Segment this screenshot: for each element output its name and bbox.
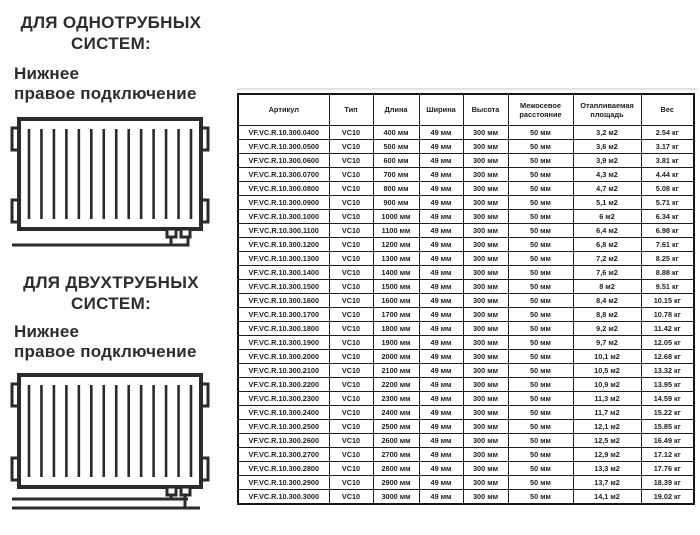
table-header-cell: Межосевое расстояние — [508, 94, 573, 126]
table-cell: 2200 мм — [373, 378, 419, 392]
table-row — [238, 182, 694, 196]
table-cell: VF.VC.R.10.300.1700 — [238, 308, 329, 322]
table-cell: 300 мм — [463, 126, 508, 140]
table-cell: 3,2 м2 — [573, 126, 641, 140]
table-cell: 50 мм — [508, 266, 573, 280]
table-row — [238, 196, 694, 210]
table-cell: VC10 — [329, 350, 373, 364]
table-cell: VF.VC.R.10.300.1000 — [238, 210, 329, 224]
table-cell: VC10 — [329, 126, 373, 140]
table-cell: 50 мм — [508, 490, 573, 505]
table-cell: 3,6 м2 — [573, 140, 641, 154]
table-cell: 300 мм — [463, 406, 508, 420]
table-cell: 49 мм — [419, 392, 463, 406]
table-cell: 50 мм — [508, 280, 573, 294]
table-cell: 50 мм — [508, 476, 573, 490]
table-cell: 3.81 кг — [641, 154, 694, 168]
table-cell: 2100 мм — [373, 364, 419, 378]
table-row — [238, 210, 694, 224]
table-cell: 13,7 м2 — [573, 476, 641, 490]
table-cell: 2000 мм — [373, 350, 419, 364]
table-cell: 50 мм — [508, 336, 573, 350]
table-cell: VC10 — [329, 490, 373, 505]
table-cell: 300 мм — [463, 392, 508, 406]
table-cell: 50 мм — [508, 210, 573, 224]
table-cell: VF.VC.R.10.300.1400 — [238, 266, 329, 280]
table-cell: VC10 — [329, 448, 373, 462]
table-cell: 49 мм — [419, 252, 463, 266]
table-cell: 300 мм — [463, 420, 508, 434]
table-cell: 4.44 кг — [641, 168, 694, 182]
table-cell: 300 мм — [463, 434, 508, 448]
table-cell: VC10 — [329, 266, 373, 280]
table-cell: 900 мм — [373, 196, 419, 210]
table-cell: 3000 мм — [373, 490, 419, 505]
table-cell: 5,1 м2 — [573, 196, 641, 210]
table-cell: VC10 — [329, 182, 373, 196]
table-cell: 7.61 кг — [641, 238, 694, 252]
table-cell: 400 мм — [373, 126, 419, 140]
table-cell: 2900 мм — [373, 476, 419, 490]
table-cell: 50 мм — [508, 378, 573, 392]
table-cell: 5.08 кг — [641, 182, 694, 196]
table-cell: VF.VC.R.10.300.0500 — [238, 140, 329, 154]
table-row — [238, 420, 694, 434]
table-cell: 300 мм — [463, 294, 508, 308]
table-cell: 49 мм — [419, 154, 463, 168]
table-cell: 800 мм — [373, 182, 419, 196]
table-cell: 300 мм — [463, 238, 508, 252]
table-cell: 13.95 кг — [641, 378, 694, 392]
radiator-drawing-icon — [10, 114, 212, 254]
table-cell: 50 мм — [508, 294, 573, 308]
table-cell: 49 мм — [419, 210, 463, 224]
table-cell: 12,9 м2 — [573, 448, 641, 462]
table-cell: 8.25 кг — [641, 252, 694, 266]
table-cell: 1000 мм — [373, 210, 419, 224]
table-cell: 50 мм — [508, 350, 573, 364]
table-cell: 50 мм — [508, 182, 573, 196]
table-cell: 50 мм — [508, 154, 573, 168]
table-row — [238, 252, 694, 266]
table-cell: 49 мм — [419, 308, 463, 322]
table-row — [238, 154, 694, 168]
spec-table-body — [238, 126, 694, 505]
table-cell: 49 мм — [419, 322, 463, 336]
table-header-row — [238, 94, 694, 126]
table-row — [238, 140, 694, 154]
table-cell: 13.32 кг — [641, 364, 694, 378]
two-pipe-title-line2: СИСТЕМ: — [71, 294, 151, 313]
table-cell: 49 мм — [419, 168, 463, 182]
table-cell: VC10 — [329, 406, 373, 420]
table-row — [238, 350, 694, 364]
table-cell: 13,3 м2 — [573, 462, 641, 476]
table-cell: 2800 мм — [373, 462, 419, 476]
single-pipe-title-line2: СИСТЕМ: — [71, 34, 151, 53]
table-cell: 12.68 кг — [641, 350, 694, 364]
table-cell: VF.VC.R.10.300.2000 — [238, 350, 329, 364]
table-cell: VC10 — [329, 294, 373, 308]
table-cell: 10,9 м2 — [573, 378, 641, 392]
table-cell: VF.VC.R.10.300.1500 — [238, 280, 329, 294]
single-pipe-connection-line2: правое подключение — [14, 84, 197, 103]
table-cell: 2300 мм — [373, 392, 419, 406]
two-pipe-connection-line2: правое подключение — [14, 342, 197, 361]
table-cell: 4,7 м2 — [573, 182, 641, 196]
table-cell: 15.22 кг — [641, 406, 694, 420]
table-cell: 14,1 м2 — [573, 490, 641, 505]
table-cell: 12.05 кг — [641, 336, 694, 350]
table-cell: 5.71 кг — [641, 196, 694, 210]
table-cell: 1900 мм — [373, 336, 419, 350]
table-cell: 10,1 м2 — [573, 350, 641, 364]
table-cell: 300 мм — [463, 476, 508, 490]
table-header-cell: Вес — [641, 94, 694, 126]
table-cell: 8,4 м2 — [573, 294, 641, 308]
table-cell: 6.34 кг — [641, 210, 694, 224]
table-cell: VF.VC.R.10.300.1900 — [238, 336, 329, 350]
table-cell: 6 м2 — [573, 210, 641, 224]
table-cell: 300 мм — [463, 196, 508, 210]
table-cell: 50 мм — [508, 322, 573, 336]
single-pipe-connection-line1: Нижнее — [14, 64, 80, 83]
table-cell: VF.VC.R.10.300.1300 — [238, 252, 329, 266]
table-row — [238, 378, 694, 392]
table-cell: VC10 — [329, 462, 373, 476]
table-cell: 3,9 м2 — [573, 154, 641, 168]
two-pipe-connection-label — [14, 322, 197, 362]
table-cell: 10,5 м2 — [573, 364, 641, 378]
table-cell: 49 мм — [419, 378, 463, 392]
radiator-spec-table — [237, 93, 695, 505]
table-cell: VC10 — [329, 364, 373, 378]
table-cell: 49 мм — [419, 350, 463, 364]
table-cell: 49 мм — [419, 448, 463, 462]
table-cell: VC10 — [329, 392, 373, 406]
table-cell: 300 мм — [463, 154, 508, 168]
table-cell: 1500 мм — [373, 280, 419, 294]
table-cell: 300 мм — [463, 364, 508, 378]
table-cell: 300 мм — [463, 224, 508, 238]
table-cell: VF.VC.R.10.300.2500 — [238, 420, 329, 434]
table-cell: VF.VC.R.10.300.0400 — [238, 126, 329, 140]
table-cell: 4,3 м2 — [573, 168, 641, 182]
table-row — [238, 308, 694, 322]
table-cell: 50 мм — [508, 392, 573, 406]
table-cell: 300 мм — [463, 308, 508, 322]
table-cell: 1800 мм — [373, 322, 419, 336]
table-cell: VC10 — [329, 196, 373, 210]
table-cell: 50 мм — [508, 196, 573, 210]
table-cell: 2400 мм — [373, 406, 419, 420]
table-row — [238, 476, 694, 490]
table-cell: 300 мм — [463, 168, 508, 182]
table-cell: 49 мм — [419, 462, 463, 476]
table-cell: 300 мм — [463, 210, 508, 224]
table-row — [238, 168, 694, 182]
table-cell: 300 мм — [463, 350, 508, 364]
table-cell: VC10 — [329, 308, 373, 322]
table-cell: 49 мм — [419, 294, 463, 308]
table-cell: 49 мм — [419, 182, 463, 196]
table-cell: 700 мм — [373, 168, 419, 182]
table-cell: VC10 — [329, 140, 373, 154]
table-cell: VF.VC.R.10.300.2700 — [238, 448, 329, 462]
table-cell: 1600 мм — [373, 294, 419, 308]
table-cell: VC10 — [329, 154, 373, 168]
table-cell: 15.85 кг — [641, 420, 694, 434]
single-pipe-connection-label — [14, 64, 197, 104]
table-row — [238, 434, 694, 448]
table-cell: 50 мм — [508, 462, 573, 476]
table-cell: VF.VC.R.10.300.0700 — [238, 168, 329, 182]
table-row — [238, 448, 694, 462]
table-cell: 8 м2 — [573, 280, 641, 294]
table-cell: 7,2 м2 — [573, 252, 641, 266]
table-cell: 50 мм — [508, 448, 573, 462]
table-cell: VF.VC.R.10.300.2900 — [238, 476, 329, 490]
table-cell: 300 мм — [463, 462, 508, 476]
table-cell: 1700 мм — [373, 308, 419, 322]
table-cell: 50 мм — [508, 168, 573, 182]
table-cell: VF.VC.R.10.300.1600 — [238, 294, 329, 308]
table-cell: 1100 мм — [373, 224, 419, 238]
table-cell: 300 мм — [463, 322, 508, 336]
table-cell: VC10 — [329, 280, 373, 294]
table-cell: VF.VC.R.10.300.0800 — [238, 182, 329, 196]
table-cell: 49 мм — [419, 434, 463, 448]
table-header-cell: Отапливаемая площадь — [573, 94, 641, 126]
table-cell: 7,6 м2 — [573, 266, 641, 280]
table-cell: 49 мм — [419, 238, 463, 252]
table-row — [238, 280, 694, 294]
table-cell: 49 мм — [419, 364, 463, 378]
table-cell: 50 мм — [508, 224, 573, 238]
table-row — [238, 322, 694, 336]
table-cell: VF.VC.R.10.300.2100 — [238, 364, 329, 378]
table-row — [238, 364, 694, 378]
table-cell: VF.VC.R.10.300.2600 — [238, 434, 329, 448]
table-header-cell: Артикул — [238, 94, 329, 126]
table-cell: 6.98 кг — [641, 224, 694, 238]
table-cell: VC10 — [329, 322, 373, 336]
table-cell: VC10 — [329, 476, 373, 490]
table-cell: 17.12 кг — [641, 448, 694, 462]
radiator-diagram-two-pipe — [10, 370, 212, 518]
table-cell: 49 мм — [419, 224, 463, 238]
table-cell: 14.59 кг — [641, 392, 694, 406]
table-cell: 300 мм — [463, 280, 508, 294]
table-cell: VC10 — [329, 378, 373, 392]
table-row — [238, 266, 694, 280]
table-row — [238, 238, 694, 252]
table-cell: 1300 мм — [373, 252, 419, 266]
table-cell: 49 мм — [419, 336, 463, 350]
two-pipe-section-title — [0, 272, 222, 314]
table-header-cell: Тип — [329, 94, 373, 126]
table-cell: VF.VC.R.10.300.2200 — [238, 378, 329, 392]
table-cell: VF.VC.R.10.300.1200 — [238, 238, 329, 252]
table-cell: 49 мм — [419, 196, 463, 210]
table-cell: 300 мм — [463, 490, 508, 505]
table-cell: 50 мм — [508, 252, 573, 266]
table-cell: 18.39 кг — [641, 476, 694, 490]
table-cell: 500 мм — [373, 140, 419, 154]
table-cell: 49 мм — [419, 476, 463, 490]
table-cell: 300 мм — [463, 336, 508, 350]
table-cell: 50 мм — [508, 406, 573, 420]
table-cell: 11,3 м2 — [573, 392, 641, 406]
table-cell: VC10 — [329, 420, 373, 434]
table-header-cell: Высота — [463, 94, 508, 126]
table-cell: 50 мм — [508, 126, 573, 140]
table-cell: 6,4 м2 — [573, 224, 641, 238]
spec-table-container — [237, 93, 695, 505]
table-header-cell: Ширина — [419, 94, 463, 126]
table-cell: VC10 — [329, 336, 373, 350]
table-cell: 12,5 м2 — [573, 434, 641, 448]
table-cell: VC10 — [329, 238, 373, 252]
single-pipe-title-line1: ДЛЯ ОДНОТРУБНЫХ — [20, 13, 202, 32]
table-cell: 50 мм — [508, 434, 573, 448]
table-cell: 49 мм — [419, 420, 463, 434]
table-cell: 10.15 кг — [641, 294, 694, 308]
table-cell: 50 мм — [508, 364, 573, 378]
table-cell: 300 мм — [463, 252, 508, 266]
table-cell: VF.VC.R.10.300.0600 — [238, 154, 329, 168]
table-cell: 50 мм — [508, 420, 573, 434]
table-cell: VC10 — [329, 252, 373, 266]
table-cell: 300 мм — [463, 448, 508, 462]
table-cell: VC10 — [329, 434, 373, 448]
table-cell: 8,8 м2 — [573, 308, 641, 322]
table-cell: VC10 — [329, 210, 373, 224]
table-row — [238, 490, 694, 505]
table-cell: 49 мм — [419, 406, 463, 420]
table-cell: 17.76 кг — [641, 462, 694, 476]
table-cell: 2700 мм — [373, 448, 419, 462]
table-cell: 19.02 кг — [641, 490, 694, 505]
table-cell: 50 мм — [508, 308, 573, 322]
table-cell: VF.VC.R.10.300.1800 — [238, 322, 329, 336]
table-cell: 11,7 м2 — [573, 406, 641, 420]
table-cell: 1200 мм — [373, 238, 419, 252]
table-row — [238, 336, 694, 350]
table-cell: 9,7 м2 — [573, 336, 641, 350]
table-cell: 9.51 кг — [641, 280, 694, 294]
table-cell: 50 мм — [508, 238, 573, 252]
table-header-cell: Длина — [373, 94, 419, 126]
table-row — [238, 294, 694, 308]
table-cell: 49 мм — [419, 140, 463, 154]
table-cell: VC10 — [329, 224, 373, 238]
table-cell: 1400 мм — [373, 266, 419, 280]
table-cell: 11.42 кг — [641, 322, 694, 336]
table-row — [238, 392, 694, 406]
table-cell: 600 мм — [373, 154, 419, 168]
table-cell: 12,1 м2 — [573, 420, 641, 434]
table-cell: 49 мм — [419, 126, 463, 140]
table-cell: VF.VC.R.10.300.3000 — [238, 490, 329, 505]
table-cell: VF.VC.R.10.300.0900 — [238, 196, 329, 210]
table-row — [238, 126, 694, 140]
table-cell: 50 мм — [508, 140, 573, 154]
table-cell: 3.17 кг — [641, 140, 694, 154]
table-cell: VF.VC.R.10.300.2300 — [238, 392, 329, 406]
table-cell: 2600 мм — [373, 434, 419, 448]
radiator-drawing-icon — [10, 370, 212, 518]
table-cell: 10.78 кг — [641, 308, 694, 322]
table-cell: 2500 мм — [373, 420, 419, 434]
table-cell: 6,8 м2 — [573, 238, 641, 252]
table-cell: 9,2 м2 — [573, 322, 641, 336]
table-cell: 49 мм — [419, 280, 463, 294]
table-cell: VF.VC.R.10.300.1100 — [238, 224, 329, 238]
table-cell: 8.88 кг — [641, 266, 694, 280]
table-cell: VF.VC.R.10.300.2800 — [238, 462, 329, 476]
table-row — [238, 406, 694, 420]
table-cell: 300 мм — [463, 140, 508, 154]
table-cell: 300 мм — [463, 378, 508, 392]
radiator-diagram-single-pipe — [10, 114, 212, 254]
table-cell: 16.49 кг — [641, 434, 694, 448]
table-row — [238, 462, 694, 476]
single-pipe-section-title — [0, 12, 222, 54]
two-pipe-connection-line1: Нижнее — [14, 322, 80, 341]
horizontal-divider — [237, 88, 697, 90]
table-cell: 2.54 кг — [641, 126, 694, 140]
two-pipe-title-line1: ДЛЯ ДВУХТРУБНЫХ — [23, 273, 199, 292]
table-row — [238, 224, 694, 238]
table-cell: 49 мм — [419, 490, 463, 505]
table-cell: 300 мм — [463, 266, 508, 280]
table-cell: 49 мм — [419, 266, 463, 280]
table-cell: VF.VC.R.10.300.2400 — [238, 406, 329, 420]
table-cell: 300 мм — [463, 182, 508, 196]
table-cell: VC10 — [329, 168, 373, 182]
